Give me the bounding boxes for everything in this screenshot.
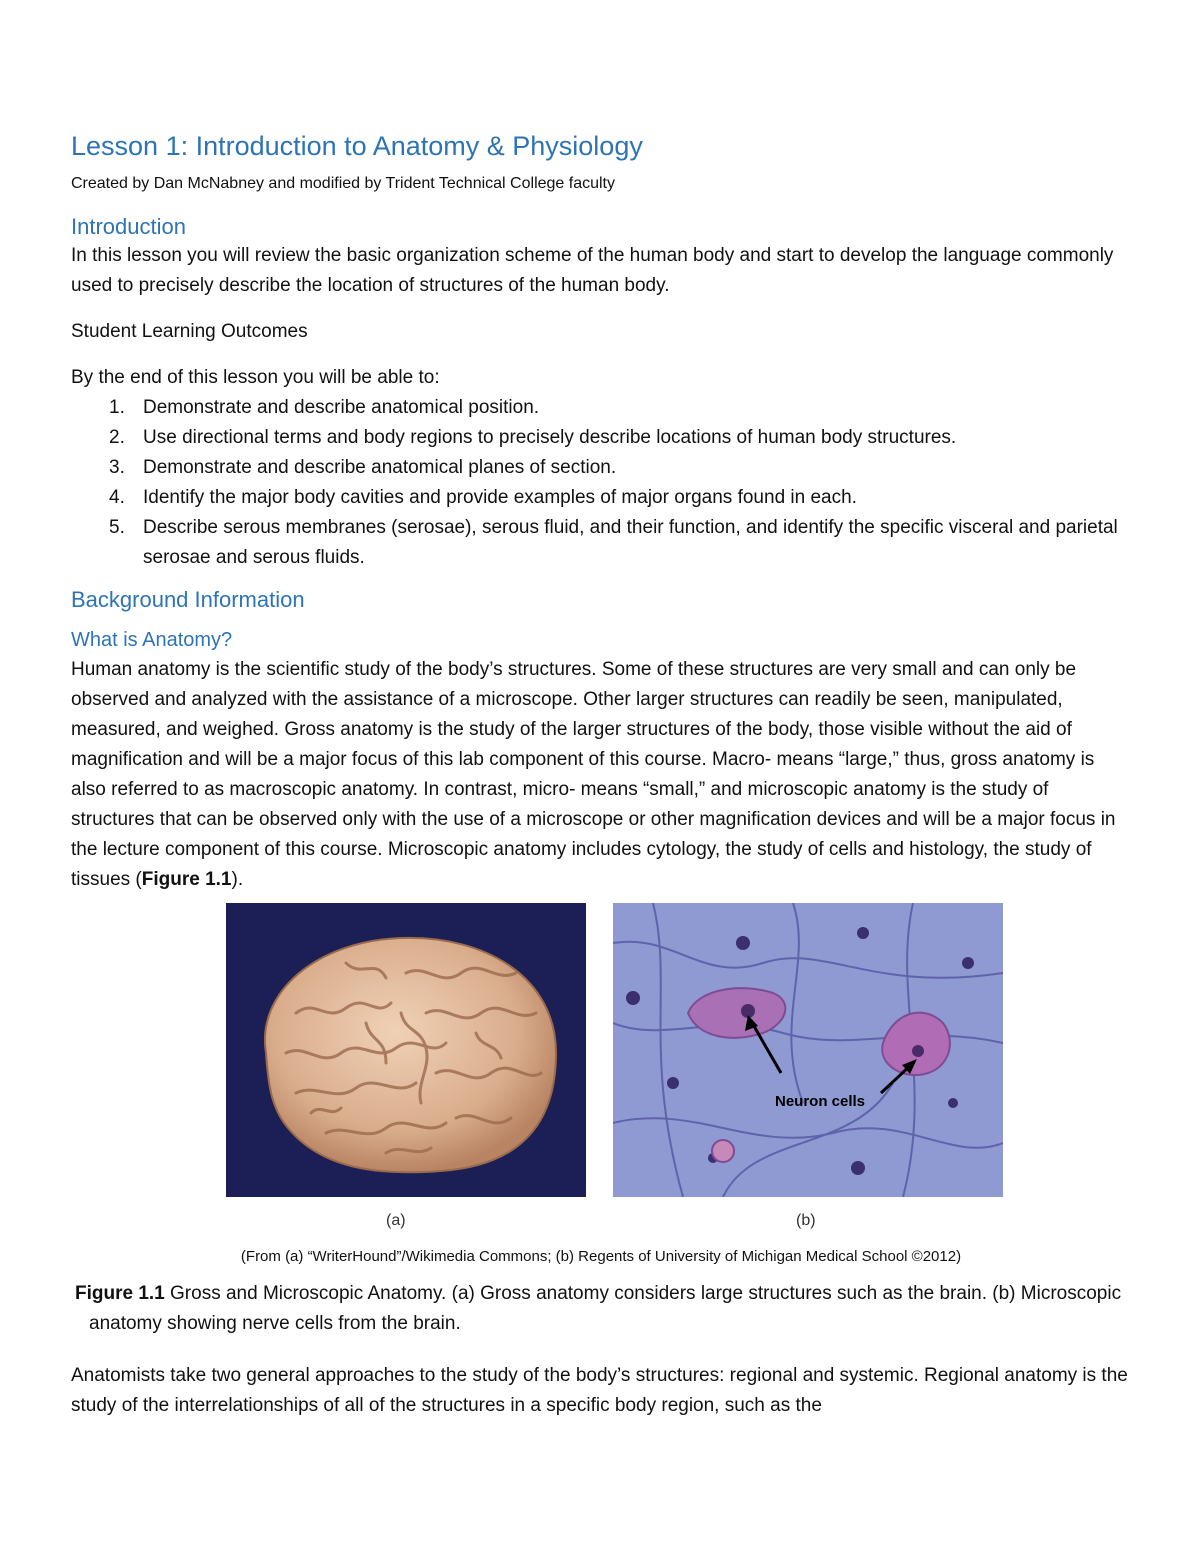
list-item — [71, 453, 1131, 483]
figure-caption-label: Figure 1.1 — [75, 1283, 165, 1304]
list-text: Demonstrate and describe anatomical position. — [143, 397, 540, 418]
brain-image — [226, 903, 586, 1197]
list-number: 1. — [109, 397, 125, 418]
microscope-image — [613, 903, 1003, 1197]
list-text: Describe serous membranes (serosae), serous fluid, and their function, and identify the specific visceral and parietal serosae and serous fluids. — [143, 517, 1118, 568]
closing-paragraph: Anatomists take two general approaches to the study of the body’s structures: regional and systemic. Regional anatomy is the study of the interrelationships of all of the structures in a specific body region, such as the — [71, 1365, 1128, 1416]
anatomy-paragraph-text: Human anatomy is the scientific study of the body’s structures. Some of these structures are very small and can only be observed and analyzed with the assistance of a microscope. Other larger structures can readily be seen, manipulated, measured, and weighed. Gross anatomy is the study of the larger structures of the body, those visible without the aid of magnification and will be a major focus of this lab component of this course. Macro- means “large,” thus, gross anatomy is also referred to as macroscopic anatomy. In contrast, micro- means “small,” and microscopic anatomy is the study of structures that can be observed only with the use of a microscope or other magnification devices and will be a major focus in the lecture component of this course. Microscopic anatomy includes cytology, the study of cells and histology, the study of tissues ( — [71, 659, 1116, 890]
outcomes-lead: By the end of this lesson you will be able to: — [71, 367, 440, 388]
list-item — [71, 483, 1131, 513]
panel-b-label: (b) — [796, 1212, 816, 1229]
list-text: Use directional terms and body regions to precisely describe locations of human body structures. — [143, 427, 957, 448]
page-title: Lesson 1: Introduction to Anatomy & Physiology — [71, 131, 643, 161]
figure-1-1 — [71, 903, 1131, 1248]
outcomes-heading: Student Learning Outcomes — [71, 321, 308, 342]
figure-credit: (From (a) “WriterHound”/Wikimedia Commons; (b) Regents of University of Michigan Medical School ©2012) — [240, 1248, 962, 1265]
outcomes-list — [71, 393, 1131, 573]
anatomy-paragraph — [71, 655, 1131, 895]
list-number: 4. — [109, 487, 125, 508]
anatomy-subheading: What is Anatomy? — [71, 629, 233, 651]
list-number: 2. — [109, 427, 125, 448]
introduction-text: In this lesson you will review the basic organization scheme of the human body and start to develop the language commonly used to precisely describe the location of structures of the human body. — [71, 245, 1114, 296]
byline: Created by Dan McNabney and modified by Trident Technical College faculty — [71, 175, 615, 192]
figure-caption — [71, 1279, 1131, 1339]
anatomy-paragraph-end: ). — [231, 869, 244, 890]
list-text: Identify the major body cavities and provide examples of major organs found in each. — [143, 487, 857, 508]
figure-caption-text: Gross and Microscopic Anatomy. (a) Gross anatomy considers large structures such as the brain. (b) Microscopic anatomy showing nerve cells from the brain. — [89, 1283, 1122, 1334]
list-number: 5. — [109, 517, 125, 538]
document-page — [71, 128, 1131, 1421]
list-item — [71, 513, 1131, 573]
list-text: Demonstrate and describe anatomical planes of section. — [143, 457, 617, 478]
list-number: 3. — [109, 457, 125, 478]
introduction-heading: Introduction — [71, 214, 186, 239]
figure-reference: Figure 1.1 — [141, 869, 232, 890]
background-heading: Background Information — [71, 587, 305, 612]
list-item — [71, 393, 1131, 423]
neuron-cells-label: Neuron cells — [775, 1093, 866, 1110]
list-item — [71, 423, 1131, 453]
panel-a-label: (a) — [386, 1212, 406, 1229]
